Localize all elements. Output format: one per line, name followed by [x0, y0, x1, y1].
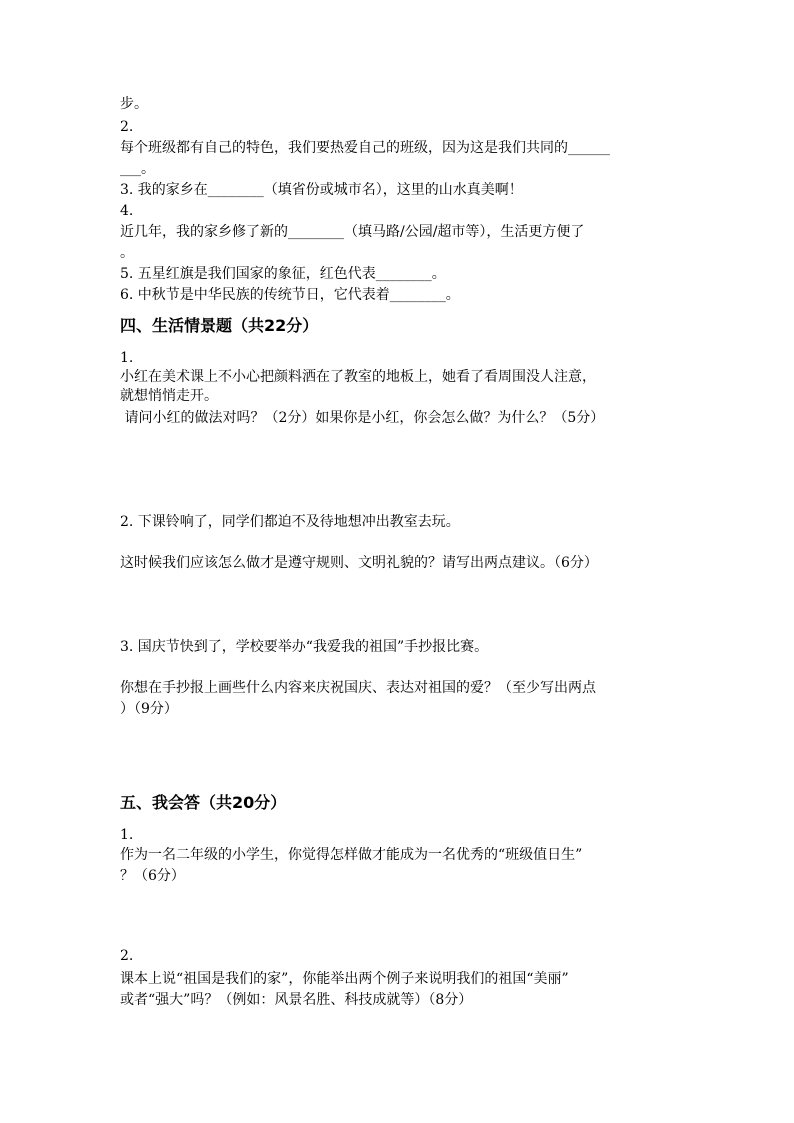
question-prompt-tail: ）（9分） [120, 701, 178, 717]
previous-question-tail: 步。 [120, 96, 148, 112]
question-text: 每个班级都有自己的特色，我们要热爱自己的班级，因为这是我们共同的______ [120, 140, 610, 156]
question-text: 近几年，我的家乡修了新的________（填马路/公园/超市等），生活更方便了 [120, 224, 585, 240]
question-text: 5. 五星红旗是我们国家的象征，红色代表________。 [120, 266, 446, 282]
question-text: 就想悄悄走开。 [120, 388, 218, 404]
question-text: 小红在美术课上不小心把颜料洒在了教室的地板上，她看了看周围没人注意， [120, 369, 596, 385]
question-text: 2. 下课铃响了，同学们都迫不及待地想冲出教室去玩。 [120, 514, 460, 530]
question-text: 6. 中秋节是中华民族的传统节日，它代表着________。 [120, 287, 460, 303]
question-text-tail: ？（6分） [120, 868, 185, 884]
question-text: 或者“强大”吗？（例如：风景名胜、科技成就等）（8分） [120, 992, 473, 1008]
question-text-tail: ___。 [120, 161, 155, 177]
question-text-tail: 。 [120, 245, 134, 261]
question-number: 2. [120, 119, 134, 135]
question-text: 3. 我的家乡在________（填省份或城市名），这里的山水真美啊！ [120, 182, 523, 198]
question-prompt: 你想在手抄报上画些什么内容来庆祝国庆、表达对祖国的爱？（至少写出两点 [120, 680, 596, 696]
question-number: 2. [120, 948, 134, 964]
section-heading: 五、我会答（共20分） [120, 793, 287, 812]
question-text: 作为一名二年级的小学生，你觉得怎样做才能成为一名优秀的“班级值日生” [120, 847, 583, 863]
question-number: 1. [120, 350, 134, 366]
section-heading: 四、生活情景题（共22分） [120, 316, 319, 335]
question-number: 1. [120, 827, 134, 843]
question-number: 4. [120, 203, 134, 219]
question-prompt: 这时候我们应该怎么做才是遵守规则、文明礼貌的？请写出两点建议。（6分） [120, 555, 598, 571]
question-text: 课本上说“祖国是我们的家”，你能举出两个例子来说明我们的祖国“美丽” [120, 971, 569, 987]
question-prompt: 请问小红的做法对吗？（2分）如果你是小红，你会怎么做？为什么？（5分） [120, 410, 605, 426]
question-text: 3. 国庆节快到了，学校要举办“我爱我的祖国”手抄报比赛。 [120, 639, 489, 655]
